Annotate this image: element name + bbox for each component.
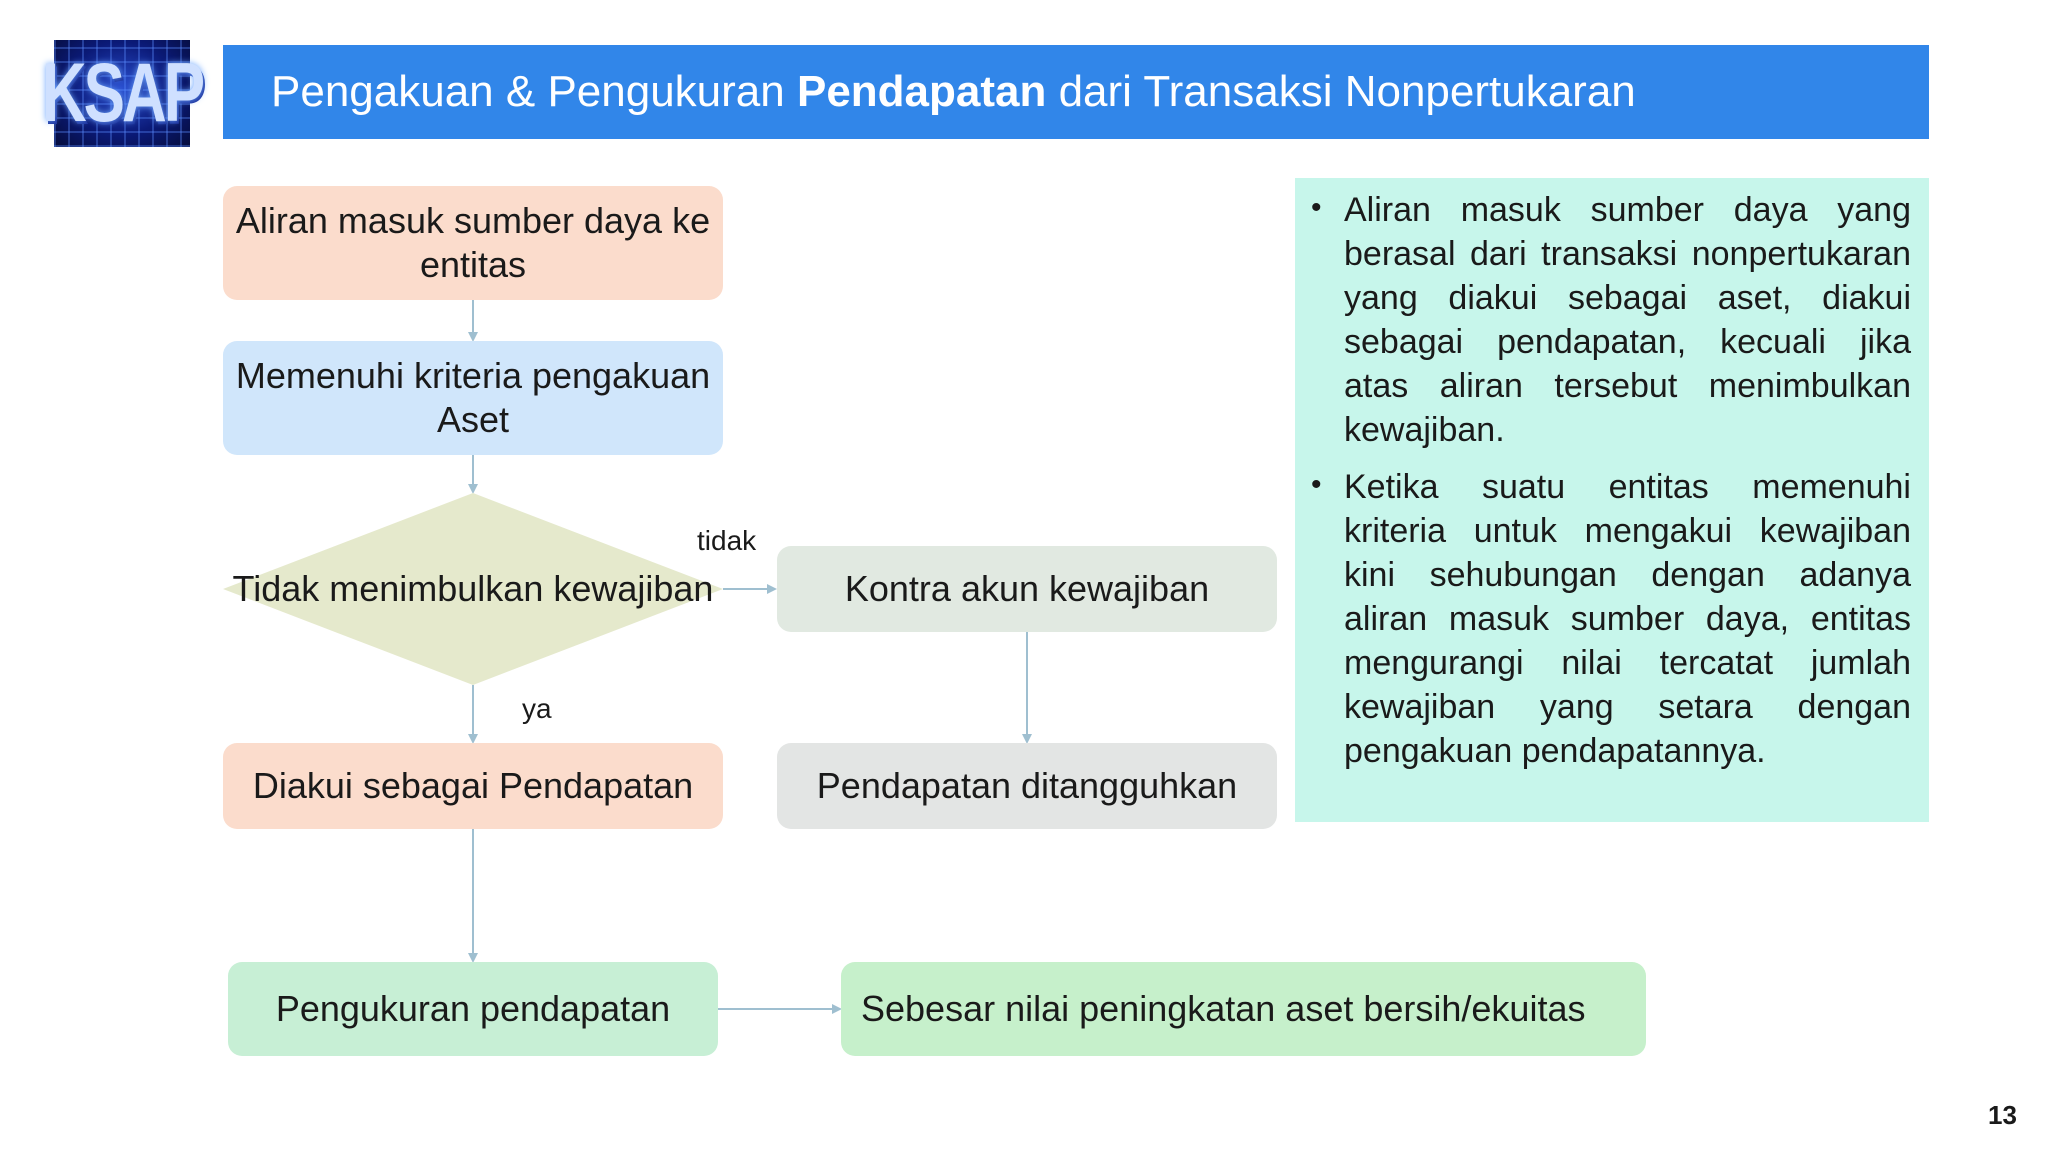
explanation-text: Ketika suatu entitas memenuhi kriteria untuk mengakui kewajiban kini sehubungan dengan adanya aliran masuk sumber daya, entitas mengurangi nilai tercatat jumlah kewajiban yang setara dengan pengakuan pendapatannya. bbox=[1344, 468, 1911, 770]
title-part2: dari Transaksi Nonpertukaran bbox=[1046, 67, 1636, 116]
flow-box-kontra-akun: Kontra akun kewajiban bbox=[777, 546, 1277, 632]
title-bold: Pendapatan bbox=[796, 67, 1047, 116]
explanation-text: Aliran masuk sumber daya yang berasal dari transaksi nonpertukaran yang diakui sebagai aset, diakui sebagai pendapatan, kecuali jika atas aliran tersebut menimbulkan kewajiban. bbox=[1344, 191, 1911, 449]
flow-box-aliran-masuk: Aliran masuk sumber daya ke entitas bbox=[223, 186, 723, 300]
logo-text: KSAP bbox=[41, 46, 203, 141]
flow-box-pendapatan-ditangguhkan: Pendapatan ditangguhkan bbox=[777, 743, 1277, 829]
explanation-item bbox=[1309, 465, 1911, 773]
explanation-list bbox=[1309, 188, 1911, 773]
explanation-item bbox=[1309, 188, 1911, 452]
page-number: 13 bbox=[1988, 1100, 2017, 1130]
ksap-logo bbox=[41, 40, 203, 147]
page-title bbox=[271, 67, 1636, 117]
flow-box-diakui-pendapatan: Diakui sebagai Pendapatan bbox=[223, 743, 723, 829]
label-tidak: tidak bbox=[697, 525, 757, 556]
flow-box-pengukuran: Pengukuran pendapatan bbox=[228, 962, 718, 1056]
title-bar bbox=[223, 45, 1929, 139]
label-ya: ya bbox=[522, 693, 552, 724]
decision-text: Tidak menimbulkan kewajiban bbox=[232, 568, 714, 609]
title-part1: Pengakuan & Pengukuran bbox=[271, 67, 797, 116]
bullet-icon: • bbox=[1311, 191, 1322, 224]
flow-box-memenuhi-kriteria: Memenuhi kriteria pengakuan Aset bbox=[223, 341, 723, 455]
explanation-panel bbox=[1295, 178, 1929, 822]
bullet-icon: • bbox=[1311, 468, 1322, 501]
flow-box-sebesar-nilai: Sebesar nilai peningkatan aset bersih/ekuitas bbox=[841, 962, 1646, 1056]
